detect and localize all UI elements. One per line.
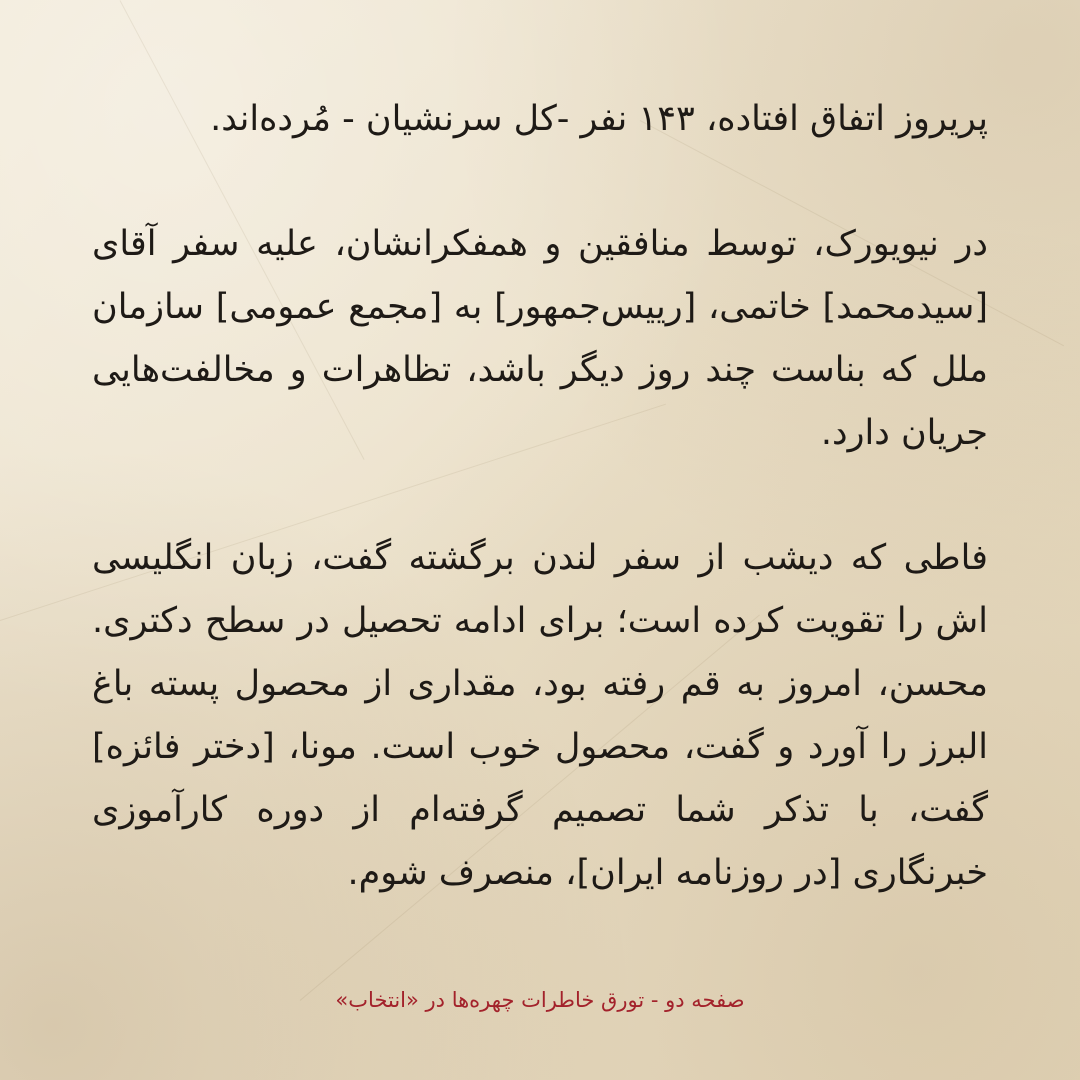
- paragraph-family-news: فاطی که دیشب از سفر لندن برگشته گفت، زبان انگلیسی اش را تقویت کرده است؛ برای ادامه تحصیل در سطح دکتری. محسن، امروز به قم رفته بود، مقداری از محصول پسته باغ البرز را آورد و گفت، محصول خوب است. مونا، [دختر فائزه] گفت، با تذکر شما تصمیم گرفته‌ام از دوره کارآموزی خبرنگاری [در روزنامه ایران]، منصرف شوم.: [92, 538, 988, 893]
- page-footer-caption: صفحه دو - تورق خاطرات چهره‌ها در «انتخاب»: [335, 988, 745, 1012]
- diary-page-text: [92, 88, 988, 905]
- paragraph-new-york-protests: در نیویورک، توسط منافقین و همفکرانشان، علیه سفر آقای [سیدمحمد] خاتمی، [رییس‌جمهور] به [مجمع عمومی] سازمان ملل که بناست چند روز دیگر باشد، تظاهرات و مخالفت‌هایی جریان دارد.: [92, 224, 988, 453]
- paragraph-crash-news: پریروز اتفاق افتاده، ۱۴۳ نفر -کل سرنشیان - مُرده‌اند.: [210, 99, 988, 139]
